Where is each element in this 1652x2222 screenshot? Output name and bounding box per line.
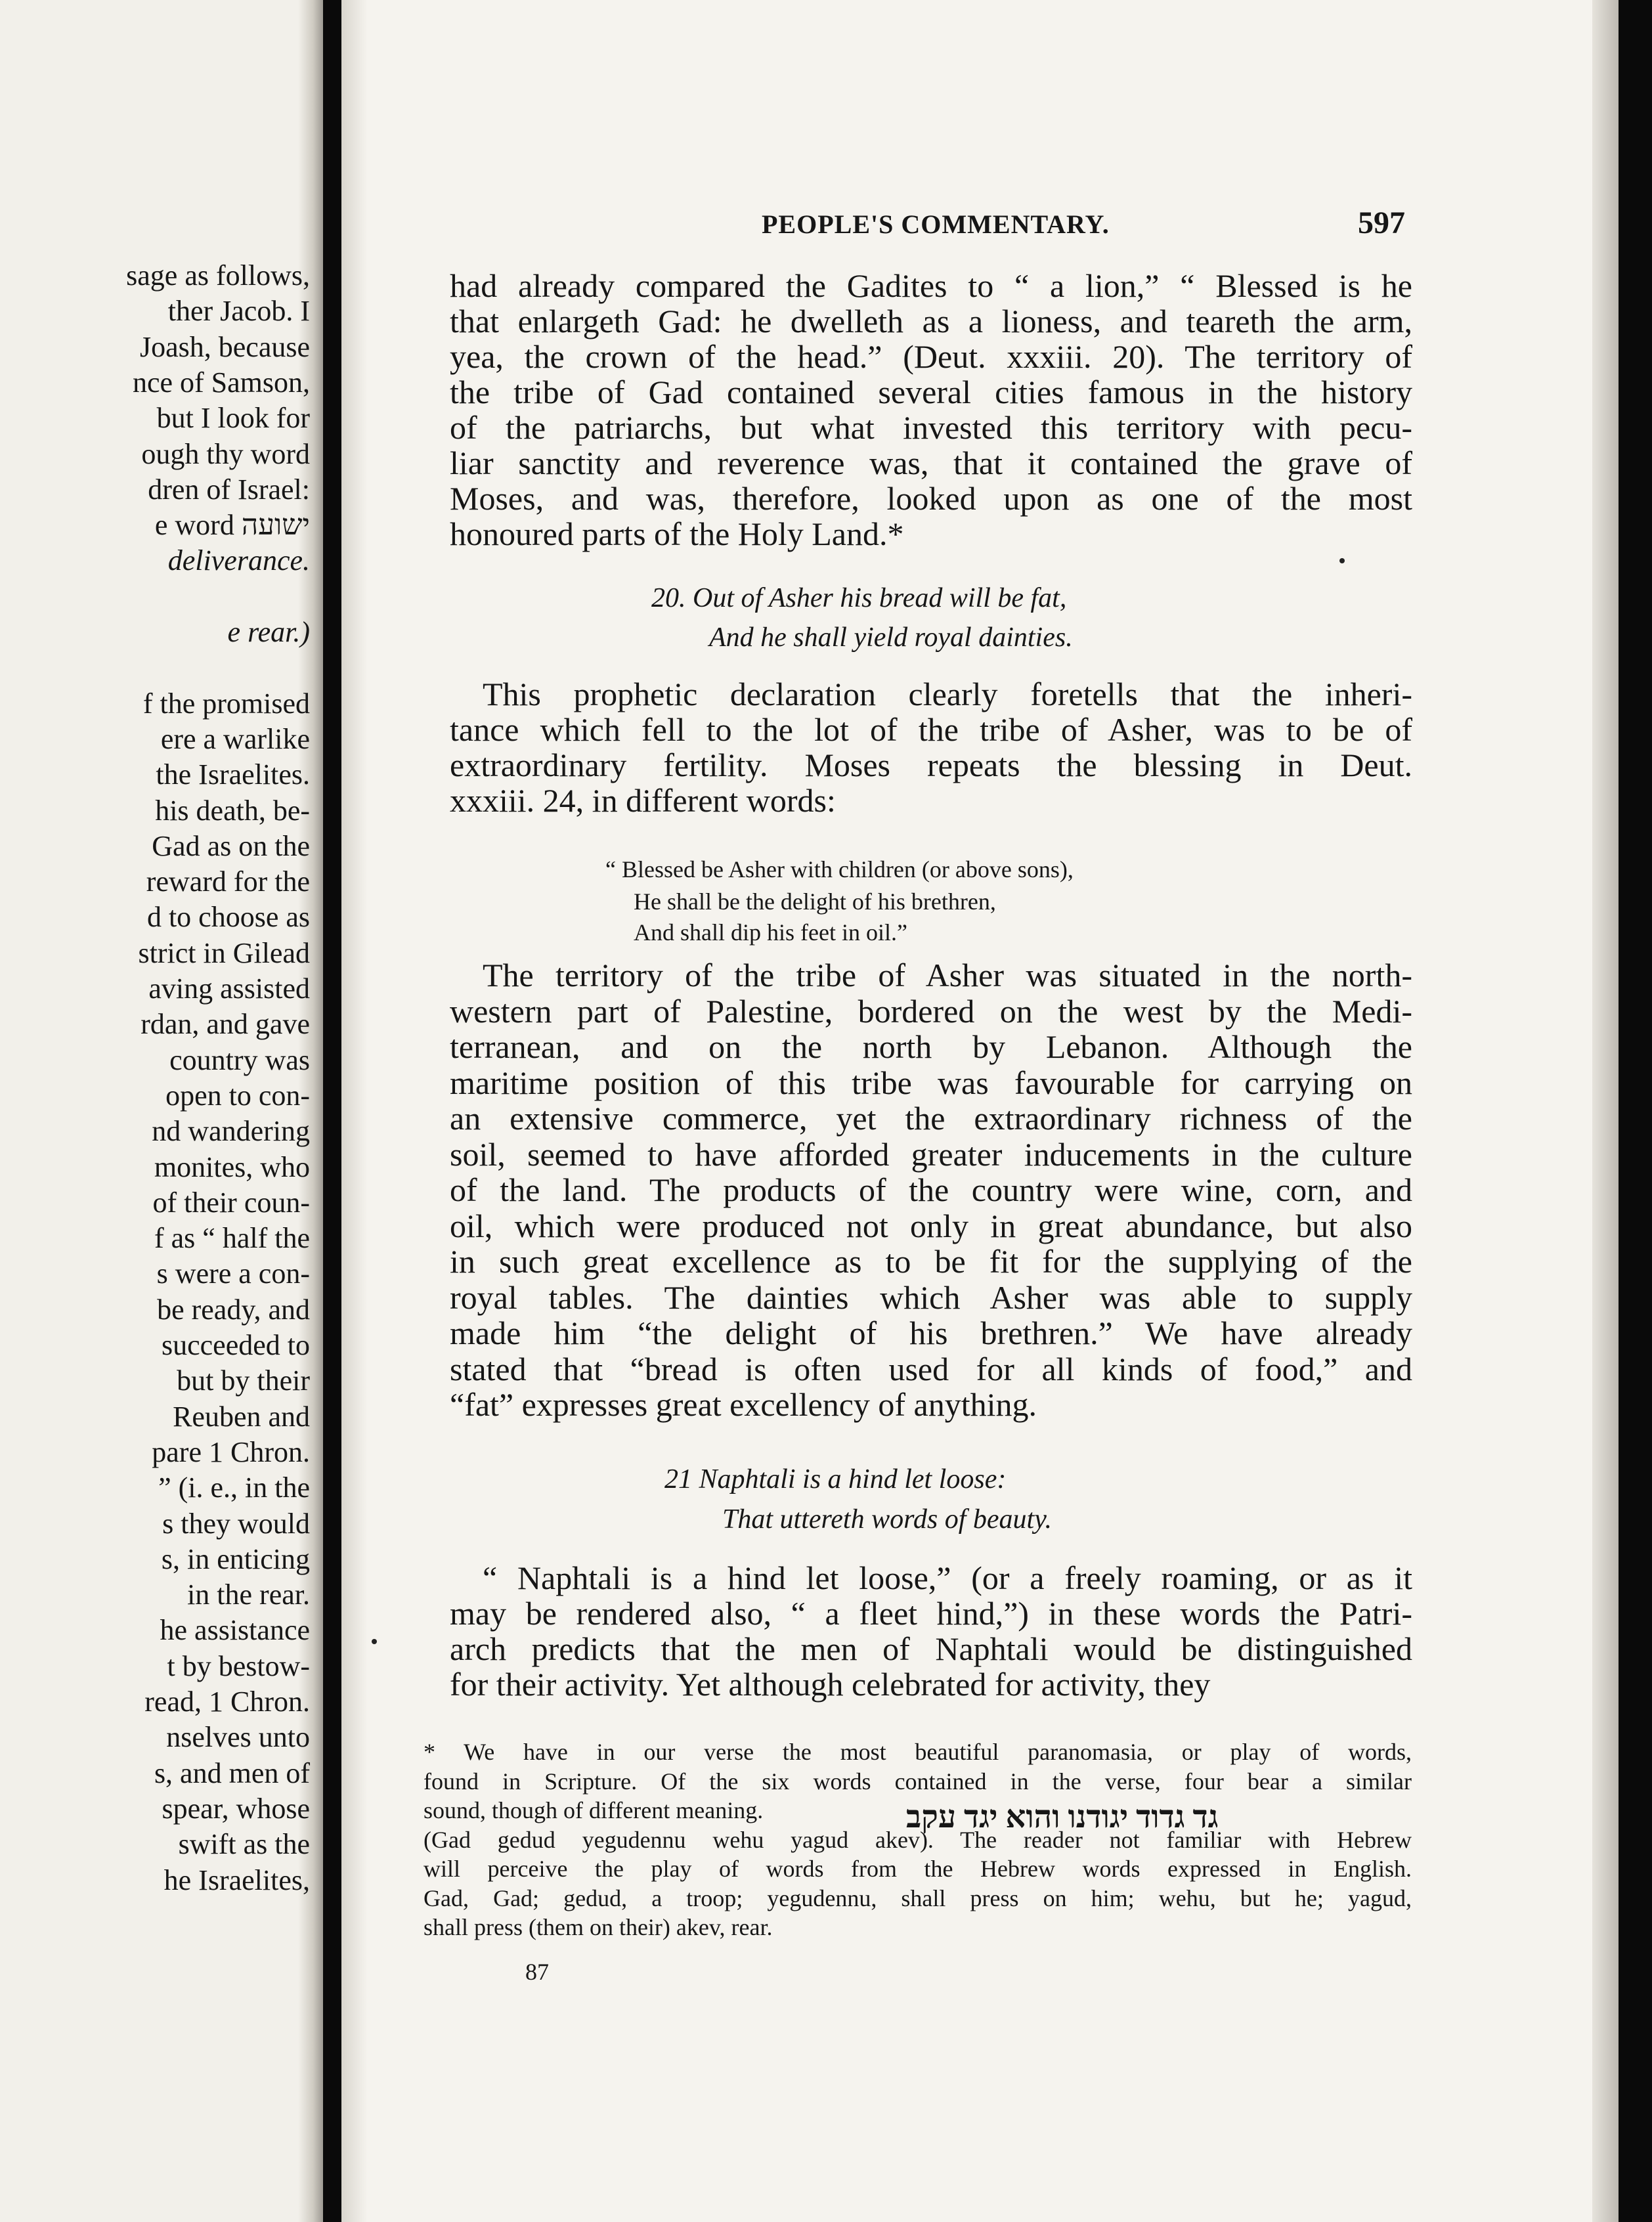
running-header: PEOPLE'S COMMENTARY. bbox=[762, 209, 1110, 239]
left-page-line: sage as follows, bbox=[126, 259, 310, 292]
footnote-line: found in Scripture. Of the six words contained in the verse, four bear a similar bbox=[424, 1768, 1412, 1795]
body-line: maritime position of this tribe was favourable for carrying on bbox=[450, 1064, 1412, 1101]
body-line: yea, the crown of the head.” (Deut. xxxiii. 20). The territory of bbox=[450, 338, 1412, 375]
left-page-line: rdan, and gave bbox=[141, 1008, 310, 1041]
left-page-line: Gad as on the bbox=[152, 829, 310, 862]
body-line: the tribe of Gad contained several cities famous in the history bbox=[450, 374, 1412, 410]
left-page-line: nselves unto bbox=[166, 1721, 310, 1754]
footnote-line: sound, though of different meaning. bbox=[424, 1797, 764, 1823]
left-page-line: e word ישועה bbox=[154, 509, 310, 542]
left-page-line: succeeded to bbox=[162, 1329, 310, 1361]
left-page-line: the Israelites. bbox=[156, 758, 310, 791]
left-page-line: t by bestow- bbox=[167, 1649, 310, 1682]
body-line: liar sanctity and reverence was, that it contained the grave of bbox=[450, 445, 1412, 481]
left-page-line: he assistance bbox=[160, 1614, 310, 1647]
body-line: had already compared the Gadites to “ a lion,” “ Blessed is he bbox=[450, 267, 1412, 304]
left-page bbox=[0, 0, 323, 2222]
body-line: in such great excellence as to be fit for the supplying of the bbox=[450, 1243, 1412, 1280]
ink-speck bbox=[372, 1639, 377, 1644]
signature-mark: 87 bbox=[525, 1959, 549, 1985]
footnote-line: shall press (them on their) akev, rear. bbox=[424, 1914, 773, 1940]
body-line: tance which fell to the lot of the tribe of Asher, was to be of bbox=[450, 711, 1412, 748]
left-page-line: f the promised bbox=[142, 687, 310, 720]
left-page-line: f as “ half the bbox=[154, 1222, 310, 1255]
footnote-line: Gad, Gad; gedud, a troop; yegudennu, shall press on him; wehu, but he; yagud, bbox=[424, 1884, 1412, 1911]
left-page-line: ther Jacob. I bbox=[167, 295, 310, 328]
verse-20-line-1: 20. Out of Asher his bread will be fat, bbox=[651, 583, 1067, 613]
body-line: stated that “bread is often used for all kinds of food,” and bbox=[450, 1350, 1412, 1387]
quote-line-1: “ Blessed be Asher with children (or above sons), bbox=[605, 856, 1074, 882]
left-page-line: monites, who bbox=[154, 1150, 310, 1183]
left-page-line: aving assisted bbox=[148, 972, 310, 1005]
body-line: that enlargeth Gad: he dwelleth as a lioness, and teareth the arm, bbox=[450, 303, 1412, 339]
body-line: for their activity. Yet although celebrated for activity, they bbox=[450, 1666, 1211, 1703]
footnote-line: (Gad gedud yegudennu wehu yagud akev). The reader not familiar with Hebrew bbox=[424, 1826, 1412, 1853]
left-page-line: read, 1 Chron. bbox=[144, 1686, 310, 1718]
verse-21-line-2: That uttereth words of beauty. bbox=[722, 1504, 1053, 1535]
left-page-line: strict in Gilead bbox=[138, 936, 310, 969]
body-line: This prophetic declaration clearly foretells that the inheri- bbox=[483, 676, 1412, 712]
left-page-line: deliverance. bbox=[167, 544, 310, 577]
hebrew-phrase: גד גדוד יגודנו והוא יגד עקב bbox=[906, 1800, 1219, 1835]
left-page-line: d to choose as bbox=[146, 901, 310, 934]
body-line: of the patriarchs, but what invested this territory with pecu- bbox=[450, 409, 1412, 446]
left-page-line: s, and men of bbox=[154, 1756, 310, 1789]
left-page-line: ” (i. e., in the bbox=[158, 1471, 310, 1504]
left-page-line: in the rear. bbox=[187, 1579, 310, 1611]
body-line: Moses, and was, therefore, looked upon as one of the most bbox=[450, 480, 1412, 517]
left-page-line: country was bbox=[169, 1043, 310, 1076]
body-line: extraordinary fertility. Moses repeats the blessing in Deut. bbox=[450, 747, 1412, 783]
left-page-line: pare 1 Chron. bbox=[152, 1435, 310, 1468]
body-line: honoured parts of the Holy Land.* bbox=[450, 515, 904, 552]
page-edge bbox=[1592, 0, 1619, 2222]
left-page-line: swift as the bbox=[178, 1828, 310, 1861]
body-line: “ Naphtali is a hind let loose,” (or a freely roaming, or as it bbox=[483, 1559, 1412, 1596]
body-line: xxxiii. 24, in different words: bbox=[450, 782, 836, 819]
left-page-line: Reuben and bbox=[173, 1400, 310, 1433]
verse-21-line-1: 21 Naphtali is a hind let loose: bbox=[664, 1464, 1007, 1494]
body-line: an extensive commerce, yet the extraordinary richness of the bbox=[450, 1100, 1412, 1137]
body-line: The territory of the tribe of Asher was situated in the north- bbox=[483, 957, 1412, 993]
body-line: royal tables. The dainties which Asher was able to supply bbox=[450, 1278, 1412, 1316]
page-number: 597 bbox=[1358, 206, 1405, 240]
left-page-line: dren of Israel: bbox=[148, 473, 310, 506]
body-line: western part of Palestine, bordered on the west by the Medi- bbox=[450, 992, 1412, 1030]
left-page-line: s they would bbox=[162, 1507, 310, 1540]
left-page-line: e rear.) bbox=[227, 616, 310, 648]
left-page-line: nd wandering bbox=[152, 1115, 310, 1148]
left-page-line: nce of Samson, bbox=[132, 366, 310, 399]
footnote-line: * We have in our verse the most beautiful paranomasia, or play of words, bbox=[424, 1739, 1412, 1765]
ink-speck bbox=[1339, 558, 1345, 563]
gutter-shade bbox=[341, 0, 368, 2222]
left-page-line: be ready, and bbox=[157, 1293, 310, 1326]
left-page-line: Joash, because bbox=[139, 330, 310, 363]
left-page-line: ough thy word bbox=[141, 437, 310, 470]
body-line: of the land. The products of the country were wine, corn, and bbox=[450, 1171, 1412, 1208]
left-page-line: spear, whose bbox=[162, 1792, 310, 1825]
body-line: made him “the delight of his brethren.” We have already bbox=[450, 1315, 1412, 1351]
left-page-line: s were a con- bbox=[156, 1257, 310, 1290]
left-page-line: reward for the bbox=[146, 865, 310, 898]
left-page-line: his death, be- bbox=[155, 794, 310, 827]
left-page-line: but I look for bbox=[156, 402, 310, 435]
verse-20-line-2: And he shall yield royal dainties. bbox=[709, 622, 1073, 653]
left-page-line: ere a warlike bbox=[160, 722, 310, 755]
body-line: may be rendered also, “ a fleet hind,”) in these words the Patri- bbox=[450, 1595, 1412, 1632]
body-line: arch predicts that the men of Naphtali would be distinguished bbox=[450, 1630, 1412, 1667]
left-page-line: of their coun- bbox=[152, 1186, 310, 1219]
left-page-line: s, in enticing bbox=[161, 1542, 310, 1575]
left-page-line: he Israelites, bbox=[163, 1863, 310, 1896]
body-line: soil, seemed to have afforded greater inducements in the culture bbox=[450, 1135, 1412, 1173]
body-line: terranean, and on the north by Lebanon. Although the bbox=[450, 1028, 1412, 1065]
body-line: “fat” expresses great excellency of anything. bbox=[450, 1386, 1037, 1423]
quote-line-3: And shall dip his feet in oil.” bbox=[634, 919, 907, 946]
body-line: oil, which were produced not only in great abundance, but also bbox=[450, 1207, 1412, 1244]
left-page-line: open to con- bbox=[165, 1079, 310, 1112]
footnote-line: will perceive the play of words from the Hebrew words expressed in English. bbox=[424, 1856, 1412, 1882]
left-page-line: but by their bbox=[177, 1364, 310, 1397]
quote-line-2: He shall be the delight of his brethren, bbox=[634, 888, 996, 915]
